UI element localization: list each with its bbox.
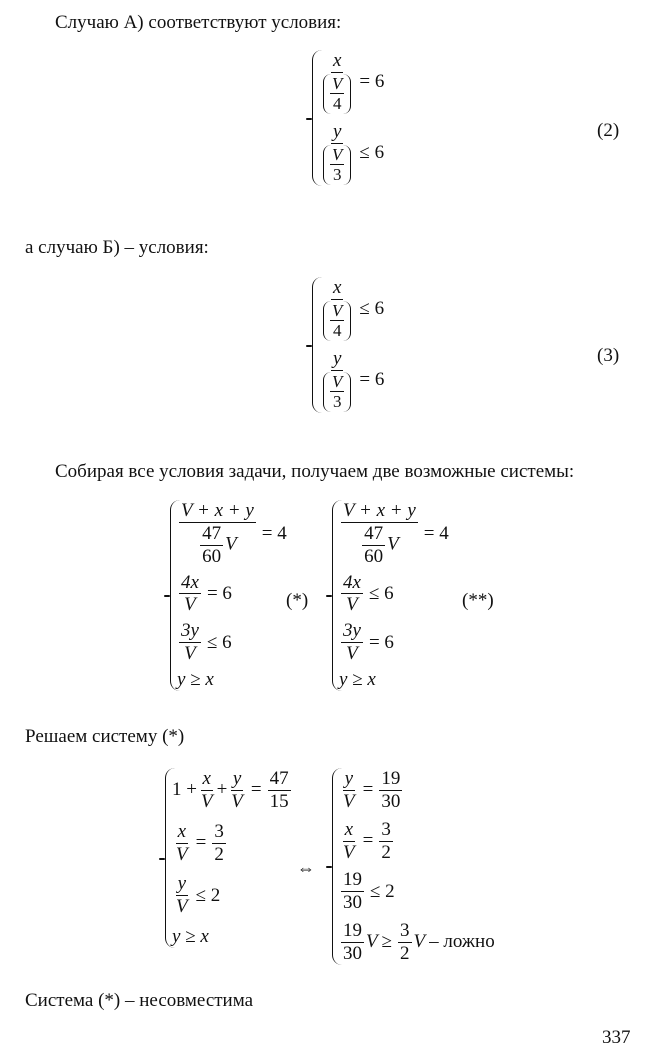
system-3-row-2: $\frac{y}{\frac{V}{3}}$ = 6: [319, 348, 388, 413]
case-a-text: Случаю А) соответствуют условия:: [55, 12, 342, 33]
parenthesis: $\frac{V}{4}$: [323, 74, 351, 114]
fraction: $\frac{y}{\frac{V}{3}}$: [321, 121, 353, 186]
parenthesis: $\frac{V}{3}$: [323, 145, 351, 185]
system-star-row-4: y ≥ x: [177, 668, 214, 690]
system-star: [170, 500, 291, 691]
false-word: – ложно: [429, 931, 495, 953]
solution-right-system: [332, 768, 499, 965]
system-3-row-1: $\frac{x}{\frac{V}{4}}$ ≤ 6: [319, 277, 388, 342]
fraction: $\frac{x}{V}$: [343, 818, 355, 863]
solution-left-row-4: y ≥ x: [172, 926, 209, 948]
label-double-star: (**): [462, 590, 494, 611]
solution-left-row-1: 1 + $\frac{x}{V}$ + $\frac{y}{V}$ = $\frac{47}{15}$: [172, 768, 289, 812]
system-3: [312, 277, 388, 413]
system-star-row-1: V + x + y $\frac{47}{60}$ V = 4: [181, 500, 287, 567]
solution-left-row-2: $\frac{x}{V}$ = $\frac{3}{2}$: [176, 820, 224, 865]
fraction: $\frac{3y}{V}$: [343, 620, 361, 665]
fraction: $\frac{3}{2}$: [381, 818, 391, 863]
fraction: V + x + y $\frac{47}{60}$ V: [181, 500, 254, 567]
system-double-star-row-2: $\frac{4x}{V}$ ≤ 6: [343, 571, 394, 616]
system-2-row-1: $\frac{x}{\frac{V}{4}}$ = 6: [319, 50, 388, 115]
fraction: V + x + y $\frac{47}{60}$ V: [343, 500, 416, 567]
solution-right-row-3: $\frac{19}{30}$ ≤ 2: [343, 869, 395, 914]
fraction: $\frac{3}{2}$: [214, 820, 224, 865]
system-2-row-2: $\frac{y}{\frac{V}{3}}$ ≤ 6: [319, 121, 388, 186]
equation-number-2: (2): [597, 120, 620, 141]
parenthesis: $\frac{V}{4}$: [323, 301, 351, 341]
fraction: $\frac{y}{V}$: [231, 768, 243, 812]
solution-right-row-4: $\frac{19}{30}$ V ≥ $\frac{3}{2}$ V – ложно: [343, 920, 495, 964]
fraction: $\frac{x}{\frac{V}{4}}$: [321, 50, 353, 115]
fraction: $\frac{y}{V}$: [176, 873, 188, 918]
equivalence-arrow: ⇔: [297, 858, 315, 878]
fraction: $\frac{47}{15}$: [269, 768, 289, 812]
system-star-row-2: $\frac{4x}{V}$ = 6: [181, 571, 232, 616]
system-double-star-row-4: y ≥ x: [339, 668, 376, 690]
fraction: $\frac{19}{30}$: [343, 920, 362, 964]
solution-right-row-2: $\frac{x}{V}$ = $\frac{3}{2}$: [343, 818, 391, 863]
fraction: $\frac{19}{30}$: [381, 768, 401, 812]
solve-text: Решаем систему (*): [25, 726, 185, 747]
conclusion-text: Система (*) – несовместима: [25, 990, 254, 1011]
fraction: $\frac{y}{\frac{V}{3}}$: [321, 348, 353, 413]
fraction: $\frac{x}{\frac{V}{4}}$: [321, 277, 353, 342]
fraction: $\frac{4x}{V}$: [181, 571, 199, 616]
solution-left-row-3: $\frac{y}{V}$ ≤ 2: [176, 873, 221, 918]
solution-right-row-1: $\frac{y}{V}$ = $\frac{19}{30}$: [343, 768, 401, 812]
system-2: [312, 50, 388, 186]
equation-number-3: (3): [597, 345, 620, 366]
system-star-row-3: $\frac{3y}{V}$ ≤ 6: [181, 620, 232, 665]
parenthesis: $\frac{V}{3}$: [323, 372, 351, 412]
fraction: $\frac{4x}{V}$: [343, 571, 361, 616]
fraction: $\frac{3}{2}$: [400, 920, 410, 964]
fraction: $\frac{19}{30}$: [343, 869, 362, 914]
system-double-star: [332, 500, 453, 691]
fraction: $\frac{y}{V}$: [343, 768, 355, 812]
fraction: $\frac{3y}{V}$: [181, 620, 199, 665]
collect-text: Собирая все условия задачи, получаем две возможные системы:: [55, 461, 575, 482]
label-star: (*): [286, 590, 309, 611]
case-b-text: а случаю Б) – условия:: [25, 237, 209, 258]
fraction: $\frac{x}{V}$: [200, 768, 213, 812]
page-number: 337: [602, 1027, 631, 1048]
system-double-star-row-1: V + x + y $\frac{47}{60}$ V = 4: [343, 500, 449, 567]
system-double-star-row-3: $\frac{3y}{V}$ = 6: [343, 620, 394, 665]
fraction: $\frac{x}{V}$: [176, 820, 188, 865]
solution-left-system: [165, 768, 293, 948]
